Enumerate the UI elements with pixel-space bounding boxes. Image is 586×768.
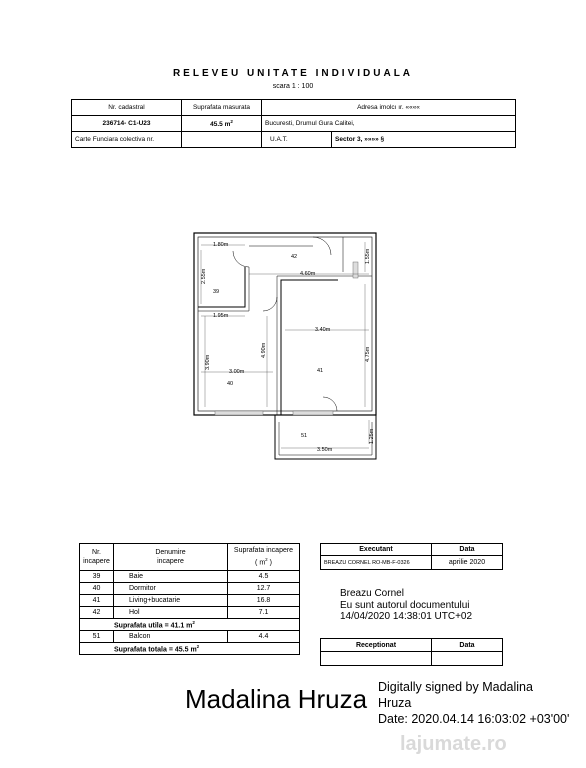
reception-header: Receptionat: [321, 639, 432, 652]
dim-2-55: 2.55m: [201, 268, 207, 284]
dim-1-80: 1.80m: [213, 242, 229, 248]
measured-area: 45.5 $m^2$: [182, 116, 262, 132]
table-row: 42 Hol 7.1: [80, 607, 300, 619]
cadastral-number: 236714- C1-U23: [72, 116, 182, 132]
executant-date-header: Data: [432, 544, 503, 556]
dim-4-90: 4.90m: [261, 342, 267, 358]
executant-table: [320, 543, 503, 570]
sector-value: Sector 3, »»»» §: [332, 132, 516, 148]
dim-3-50: 3.50m: [317, 447, 333, 453]
floor-plan: [193, 232, 377, 461]
watermark: lajumate.ro: [400, 733, 507, 755]
executant-date-value: aprilie 2020: [432, 556, 503, 570]
reception-date-header: Data: [432, 639, 503, 652]
rooms-header-area: Suprafata incapere ( $m^2$ ): [228, 544, 300, 571]
dim-1-95: 1.95m: [213, 313, 229, 319]
rooms-header-nr: Nr. incapere: [80, 544, 114, 571]
dim-4-75: 4.75m: [365, 346, 371, 362]
table-row: 41 Living+bucatarie 16.8: [80, 595, 300, 607]
land-book-label: Carte Funciara colectiva nr.: [72, 132, 182, 148]
reception-value: [321, 652, 432, 666]
cadastral-header: Nr. cadastral: [72, 100, 182, 116]
executant-header: Executant: [321, 544, 432, 556]
useful-area-row: Suprafata utila = 41.1 $m^2$: [80, 619, 300, 631]
author-signature-text: Breazu Cornel Eu sunt autorul documentului 14/04/2020 14:38:01 UTC+02: [340, 588, 473, 622]
dim-3-90: 3.90m: [205, 354, 211, 370]
total-area-row: Suprafata totala = 45.5 $m^2$: [80, 643, 300, 655]
dim-3-00: 3.00m: [229, 369, 245, 375]
land-book-value: [182, 132, 262, 148]
cadastral-info-table: [71, 99, 516, 148]
dim-3-40: 3.40m: [315, 327, 331, 333]
document-title: RELEVEU UNITATE INDIVIDUALA: [172, 68, 414, 79]
table-row: 40 Dormitor 12.7: [80, 583, 300, 595]
rooms-header-name: Denumire incapere: [114, 544, 228, 571]
address-header: Adresa imolcı ır. ««««: [262, 100, 516, 116]
room-label-42: 42: [291, 254, 298, 260]
digital-signature-block: Digitally signed by Madalina Hruza Date: 2020.04.14 16:03:02 +03'00': [378, 680, 570, 726]
scale-label: scara 1 : 100: [272, 83, 314, 90]
table-row: 39 Baie 4.5: [80, 571, 300, 583]
room-label-51: 51: [301, 433, 308, 439]
uat-label: U.A.T.: [262, 132, 332, 148]
reception-table: [320, 638, 503, 666]
area-header: Suprafata masurata: [182, 100, 262, 116]
address-value: Bucuresti, Drumul Gura Calitei,: [262, 116, 516, 132]
room-label-39: 39: [213, 289, 220, 295]
dim-1-55: 1.55m: [365, 248, 371, 264]
room-label-41: 41: [317, 368, 324, 374]
signer-name: Madalina Hruza: [185, 684, 368, 714]
dim-1-25: 1.25m: [369, 428, 375, 444]
room-label-40: 40: [227, 381, 234, 387]
dim-4-60: 4.60m: [300, 271, 316, 277]
table-row: 51 Balcon 4.4: [80, 631, 300, 643]
rooms-table: [79, 543, 300, 655]
reception-date-value: [432, 652, 503, 666]
executant-value: BREAZU CORNEL RO-MB-F-0326: [321, 556, 432, 570]
